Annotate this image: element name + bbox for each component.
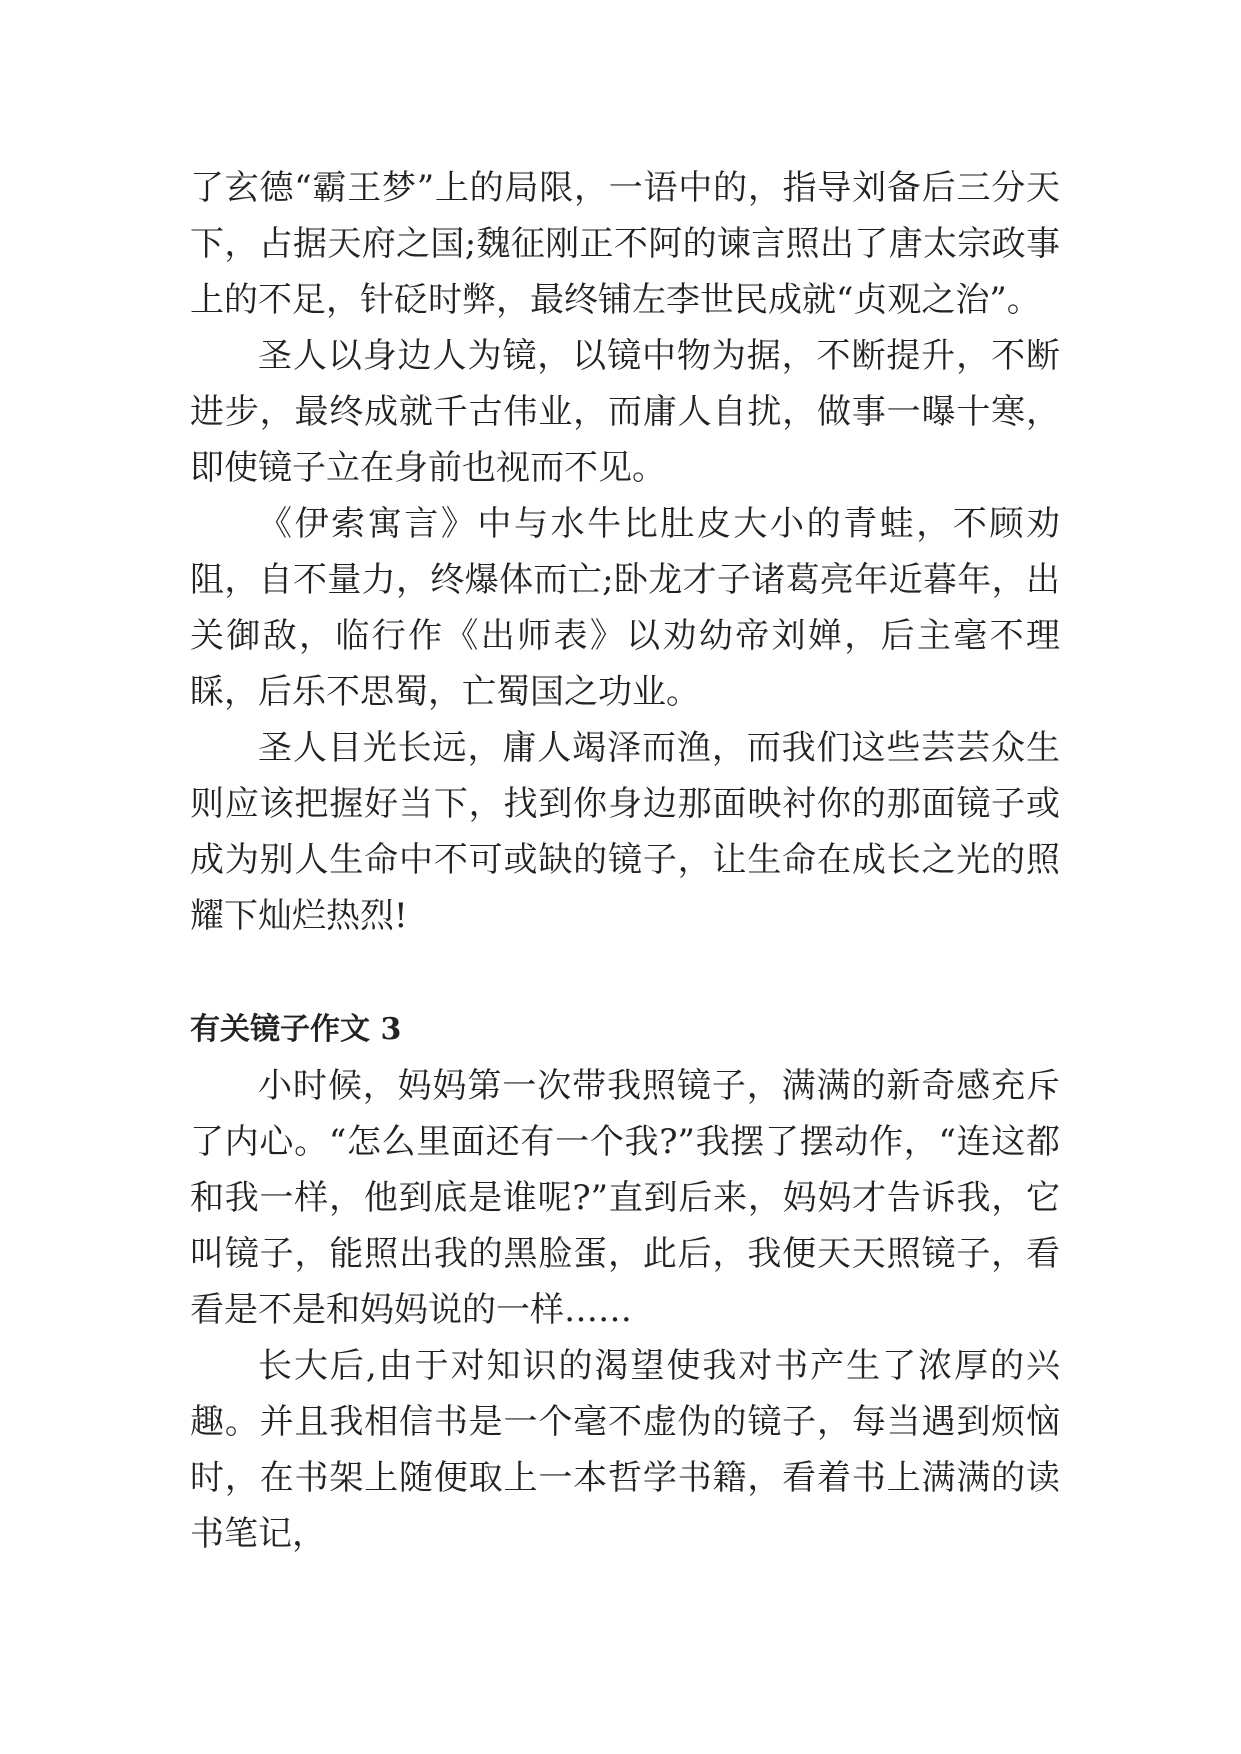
paragraph: 圣人以身边人为镜，以镜中物为据，不断提升，不断进步，最终成就千古伟业，而庸人自扰，做事一曝十寒，即使镜子立在身前也视而不见。	[190, 336, 1060, 488]
section-title: 有关镜子作文 3	[190, 1012, 402, 1047]
document-page	[190, 160, 1060, 1562]
paragraph: 小时候，妈妈第一次带我照镜子，满满的新奇感充斥了内心。“怎么里面还有一个我?”我摆了摆动作，“连这都和我一样，他到底是谁呢?”直到后来，妈妈才告诉我，它叫镜子，能照出我的黑脸蛋，此后，我便天天照镜子，看看是不是和妈妈说的一样……	[190, 1066, 1060, 1330]
paragraph: 《伊索寓言》中与水牛比肚皮大小的青蛙，不顾劝阻，自不量力，终爆体而亡;卧龙才子诸葛亮年近暮年，出关御敌，临行作《出师表》以劝幼帝刘婵，后主毫不理睬，后乐不思蜀，亡蜀国之功业。	[190, 504, 1060, 712]
paragraph: 了玄德“霸王梦”上的局限，一语中的，指导刘备后三分天下，占据天府之国;魏征刚正不阿的谏言照出了唐太宗政事上的不足，针砭时弊，最终铺左李世民成就“贞观之治”。	[190, 168, 1060, 320]
paragraph: 圣人目光长远，庸人竭泽而渔，而我们这些芸芸众生则应该把握好当下，找到你身边那面映衬你的那面镜子或成为别人生命中不可或缺的镜子，让生命在成长之光的照耀下灿烂热烈!	[190, 728, 1060, 936]
paragraph: 长大后,由于对知识的渴望使我对书产生了浓厚的兴趣。并且我相信书是一个毫不虚伪的镜子，每当遇到烦恼时，在书架上随便取上一本哲学书籍，看着书上满满的读书笔记，	[190, 1346, 1060, 1554]
